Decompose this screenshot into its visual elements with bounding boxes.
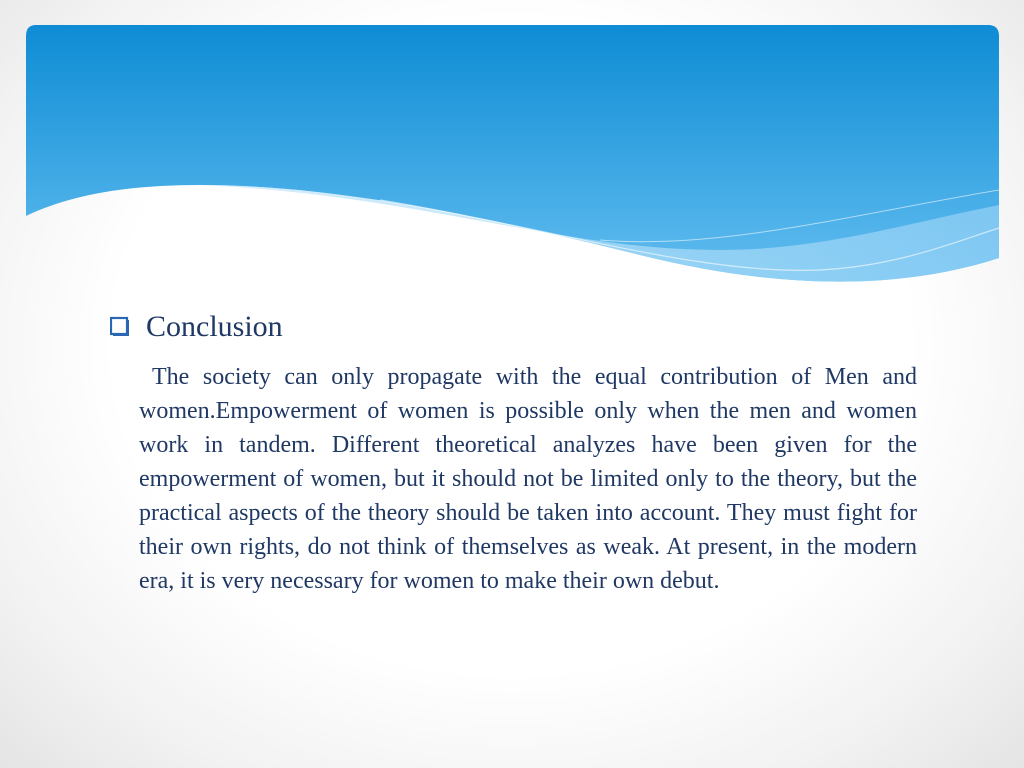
body-paragraph: The society can only propagate with the equal contribution of Men and women.Empowerment of women is possible only when the men and women work in tandem. Different theoretical analyzes have been given for the empowerment of women, but it should not be limited only to the theory, but the practical aspects of the theory should be taken into account. They must fight for their own rights, do not think of themselves as weak. At present, in the modern era, it is very necessary for women to make their own debut.: [139, 364, 917, 594]
slide-heading: Conclusion: [146, 310, 283, 343]
header-wave-banner: [0, 0, 1024, 300]
hollow-square-bullet-icon: [110, 315, 134, 339]
heading-row: [110, 307, 283, 347]
